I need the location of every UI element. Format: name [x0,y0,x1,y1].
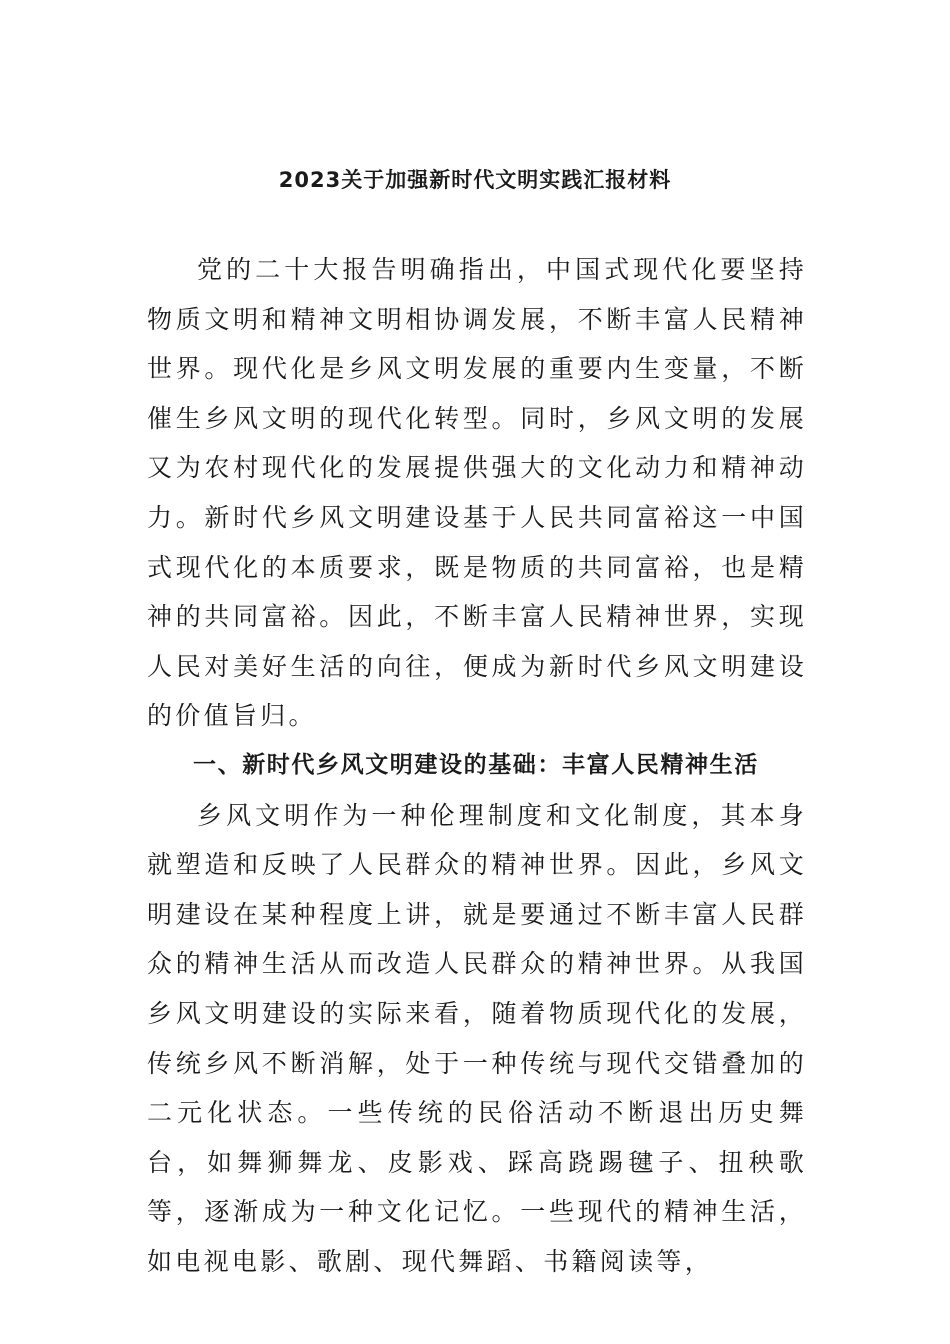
section-heading: 一、新时代乡风文明建设的基础：丰富人民精神生活 [193,751,759,778]
intro-paragraph: 党的二十大报告明确指出，中国式现代化要坚持物质文明和精神文明相协调发展，不断丰富人民精神世界。现代化是乡风文明发展的重要内生变量，不断催生乡风文明的现代化转型。同时，乡风文明的发展又为农村现代化的发展提供强大的文化动力和精神动力。新时代乡风文明建设基于人民共同富裕这一中国式现代化的本质要求，既是物质的共同富裕，也是精神的共同富裕。因此，不断丰富人民精神世界，实现人民对美好生活的向往，便成为新时代乡风文明建设的价值旨归。 [147,255,807,731]
document-body [147,245,807,1286]
document-title: 2023关于加强新时代文明实践汇报材料 [278,168,672,192]
section-paragraph: 乡风文明作为一种伦理制度和文化制度，其本身就塑造和反映了人民群众的精神世界。因此，乡风文明建设在某种程度上讲，就是要通过不断丰富人民群众的精神生活从而改造人民群众的精神世界。从我国乡风文明建设的实际来看，随着物质现代化的发展，传统乡风不断消解，处于一种传统与现代交错叠加的二元化状态。一些传统的民俗活动不断退出历史舞台，如舞狮舞龙、皮影戏、踩高跷踢毽子、扭秧歌等，逐渐成为一种文化记忆。一些现代的精神生活，如电视电影、歌剧、现代舞蹈、书籍阅读等， [147,800,807,1276]
